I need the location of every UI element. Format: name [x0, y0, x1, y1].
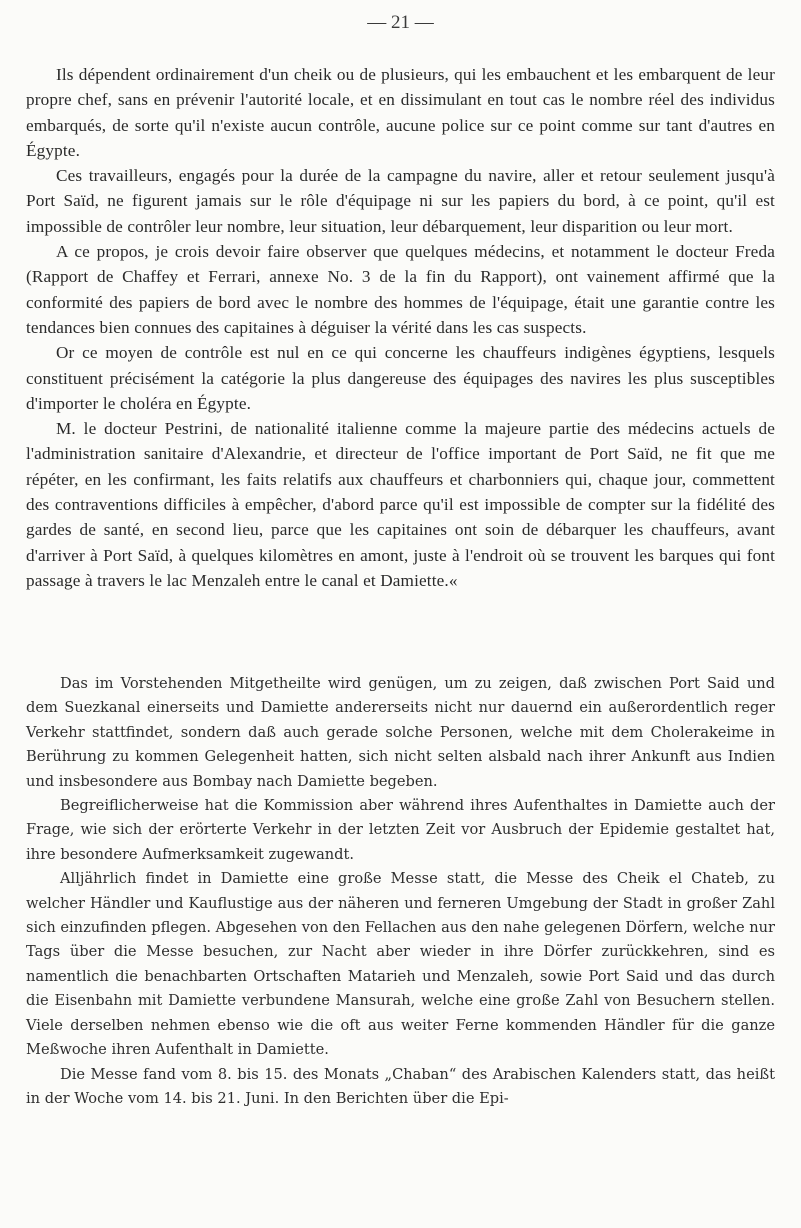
paragraph: M. le docteur Pestrini, de nationalité italienne comme la majeure partie des médecins actuels de l'administration sanitaire d'Alexandrie, et directeur de l'office important de Port Saïd, ne fit que me répéter, en les confirmant, les faits relatifs aux chauffeurs et charbonniers qui, chaque jour, commettent des contraventions difficiles à empêcher, d'abord parce qu'il est impossible de compter sur la fidélité des gardes de santé, en second lieu, parce que les capitaines ont soin de débarquer les chauffeurs, avant d'arriver à Port Saïd, à quelques kilomètres en amont, juste à l'endroit où se trouvent les barques qui font passage à travers le lac Menzaleh entre le canal et Damiette.« [26, 419, 775, 590]
paragraph: Die Messe fand vom 8. bis 15. des Monats „Chaban“ des Arabischen Kalenders statt, das heißt in der Woche vom 14. bis 21. Juni. In den Berichten über die Epi- [26, 1065, 775, 1107]
paragraph: Ils dépendent ordinairement d'un cheik ou de plusieurs, qui les embauchent et les embarquent de leur propre chef, sans en prévenir l'autorité locale, et en dissimulant en tout cas le nombre réel des individus embarqués, de sorte qu'il n'existe aucun contrôle, aucune police sur ce point comme sur tant d'autres en Égypte. [26, 65, 775, 160]
paragraph: Or ce moyen de contrôle est nul en ce qui concerne les chauffeurs indigènes égyptiens, lesquels constituent précisément la catégorie la plus dangereuse des équipages des navires les plus susceptibles d'importer le choléra en Égypte. [26, 343, 775, 413]
french-quotation [26, 62, 775, 593]
page-number: — 21 — [367, 12, 434, 33]
paragraph: A ce propos, je crois devoir faire observer que quelques médecins, et notamment le docteur Freda (Rapport de Chaffey et Ferrari, annexe No. 3 de la fin du Rapport), ont vainement affirmé que la conformité des papiers de bord avec le nombre des hommes de l'équipage, était une garantie contre les tendances bien connues des capitaines à déguiser la vérité dans les cas suspects. [26, 242, 775, 337]
paragraph: Ces travailleurs, engagés pour la durée de la campagne du navire, aller et retour seulement jusqu'à Port Saïd, ne figurent jamais sur le rôle d'équipage ni sur les papiers du bord, à ce point, qu'il est impossible de contrôler leur nombre, leur situation, leur débarquement, leur disparition ou leur mort. [26, 166, 775, 236]
german-body-text [26, 672, 775, 1111]
paragraph: Das im Vorstehenden Mitgetheilte wird genügen, um zu zeigen, daß zwischen Port Said und dem Suezkanal einerseits und Damiette andererseits nicht nur dauernd ein außerordentlich reger Verkehr stattfindet, sondern daß auch gerade solche Personen, welche mit dem Cholerakeime in Berührung zu kommen Gelegenheit hatten, sich nicht selten alsbald nach ihrer Ankunft aus Indien und insbesondere aus Bombay nach Damiette begeben. [26, 675, 775, 790]
paragraph: Begreiflicherweise hat die Kommission aber während ihres Aufenthaltes in Damiette auch der Frage, wie sich der erörterte Verkehr in der letzten Zeit vor Ausbruch der Epidemie gestaltet hat, ihre besondere Aufmerksamkeit zugewandt. [26, 797, 775, 863]
paragraph: Alljährlich findet in Damiette eine große Messe statt, die Messe des Cheik el Chateb, zu welcher Händler und Kauflustige aus der näheren und ferneren Umgebung der Stadt in großer Zahl sich einzufinden pflegen. Abgesehen von den Fellachen aus den nahe gelegenen Dörfern, welche nur Tags über die Messe besuchen, zur Nacht aber wieder in ihre Dörfer zurückkehren, sind es namentlich die benachbarten Ortschaften Matarieh und Menzaleh, sowie Port Said und das durch die Eisenbahn mit Damiette verbundene Mansurah, welche eine große Zahl von Besuchern stellen. Viele derselben nehmen ebenso wie die oft aus weiter Ferne kommenden Händler für die ganze Meßwoche ihren Aufenthalt in Damiette. [26, 870, 775, 1059]
